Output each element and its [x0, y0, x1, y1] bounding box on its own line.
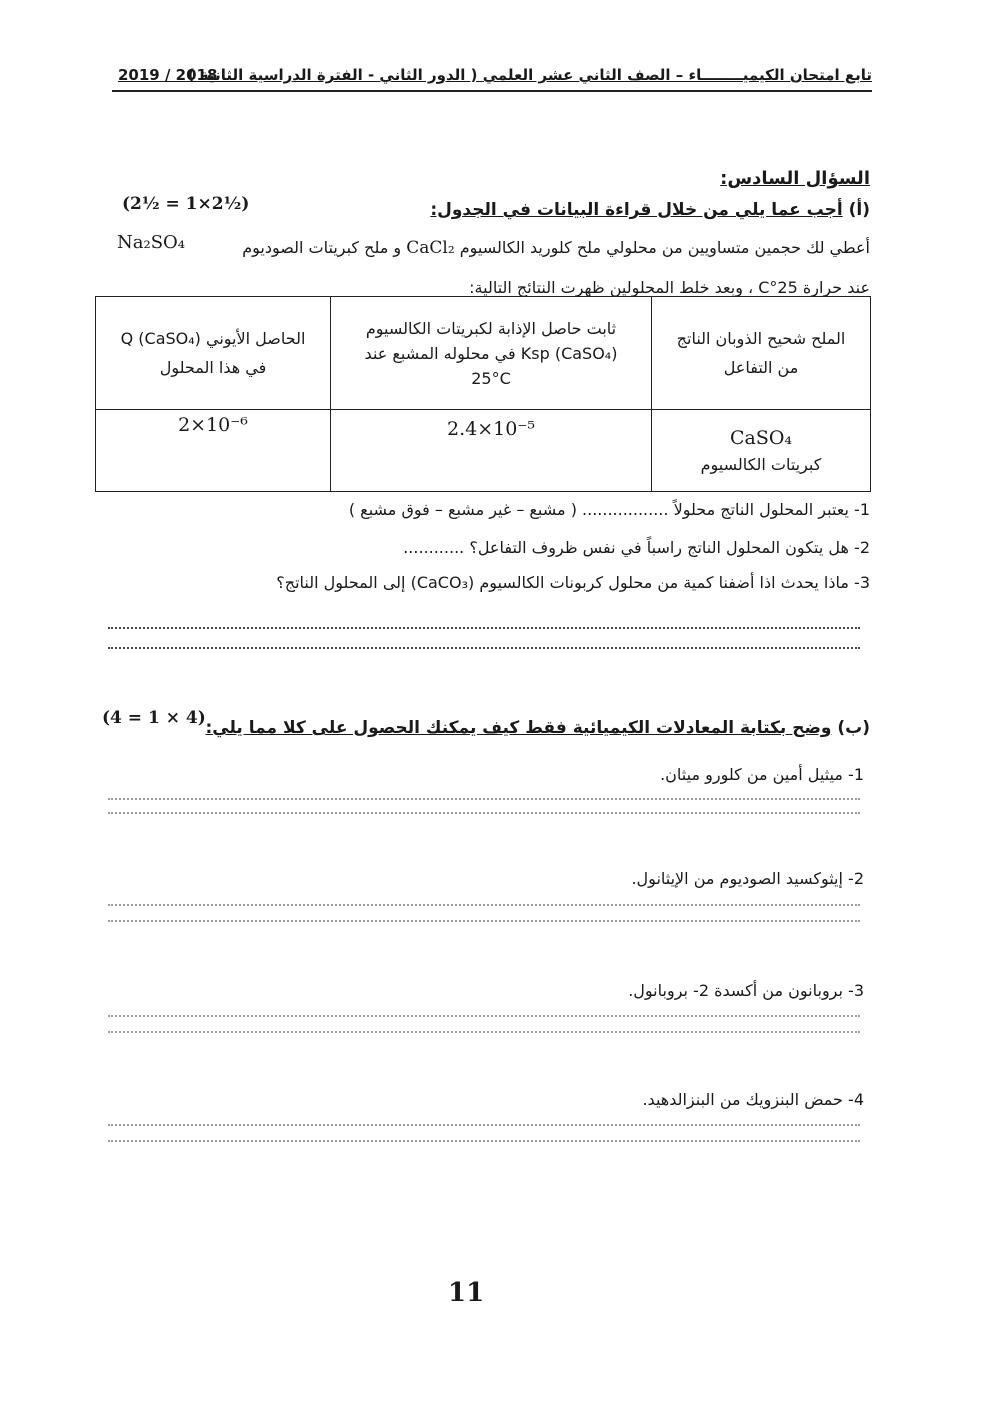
- question-title: السؤال السادس:: [720, 168, 870, 189]
- answer-line[interactable]: [108, 1015, 860, 1017]
- part-b-text: وضح بكتابة المعادلات الكيميائية فقط كيف يمكنك الحصول على كلا مما يلي:: [205, 718, 832, 738]
- header-cell-q: [96, 297, 331, 410]
- header-salt-line2: من التفاعل: [723, 358, 799, 377]
- cell-q: [96, 410, 331, 492]
- answer-line[interactable]: [108, 812, 860, 814]
- cell-salt-name: كبريتات الكالسيوم: [700, 455, 822, 474]
- cell-salt: [652, 410, 871, 492]
- part-a-text: أجب عما يلي من خلال قراءة البيانات في الجدول:: [430, 200, 843, 220]
- header-q-line2: في هذا المحلول: [159, 358, 267, 377]
- answer-line[interactable]: [108, 798, 860, 800]
- part-b-instruction: [206, 718, 871, 738]
- header-ksp-line3: 25°C: [471, 368, 511, 388]
- cell-q-value: 2×10⁻⁶: [178, 414, 248, 436]
- part-b-item-3: 3- بروبانون من أكسدة 2- بروبانول.: [628, 981, 864, 1000]
- header-q-line1: الحاصل الأيوني (CaSO₄) Q: [120, 329, 306, 348]
- part-a-intro-line2: عند حرارة 25°C ، وبعد خلط المحلولين ظهرت النتائج التالية:: [469, 278, 870, 297]
- answer-line[interactable]: [108, 920, 860, 922]
- answer-line[interactable]: [108, 904, 860, 906]
- header-salt-line1: الملح شحيح الذوبان الناتج: [676, 329, 846, 348]
- answer-line[interactable]: [108, 647, 860, 649]
- part-b-item-1: 1- ميثيل أمين من كلورو ميثان.: [660, 765, 864, 784]
- part-a-intro-line1: [120, 238, 870, 258]
- table-header-row: [96, 297, 871, 410]
- answer-line[interactable]: [108, 1124, 860, 1126]
- page-number: 11: [448, 1278, 485, 1308]
- formula-cacl2: CaCl₂: [406, 238, 455, 258]
- intro-text-2: و ملح كبريتات الصوديوم: [242, 238, 402, 257]
- cell-ksp: [331, 410, 652, 492]
- exam-title: تابع امتحان الكيميــــــــاء – الصف الثاني عشر العلمي ( الدور الثاني - الفترة الدراسية الثانية ): [187, 66, 872, 84]
- part-b-label: (ب): [837, 718, 870, 738]
- answer-line[interactable]: [108, 1031, 860, 1033]
- exam-year: 2019 / 2018: [118, 66, 218, 84]
- part-b-item-2: 2- إيثوكسيد الصوديوم من الإيثانول.: [631, 869, 864, 888]
- intro-text-1: أعطي لك حجمين متساويين من محلولي ملح كلوريد الكالسيوم: [459, 238, 870, 257]
- header-cell-ksp: [331, 297, 652, 410]
- part-a-marks: (2½ = 1×2½): [122, 194, 250, 214]
- results-table: [95, 296, 871, 492]
- header-ksp-line1: ثابت حاصل الإذابة لكبريتات الكالسيوم: [365, 318, 617, 338]
- part-b-item-4: 4- حمض البنزويك من البنزالدهيد.: [642, 1090, 864, 1109]
- part-a-question-2: 2- هل يتكون المحلول الناتج راسباً في نفس ظروف التفاعل؟ ............: [403, 538, 870, 557]
- part-b-marks: (4 = 1 × 4): [102, 708, 206, 728]
- cell-salt-formula: CaSO₄: [729, 427, 793, 449]
- answer-line[interactable]: [108, 1140, 860, 1142]
- page-header: [112, 62, 872, 92]
- part-a-instruction: [430, 200, 870, 220]
- cell-ksp-value: 2.4×10⁻⁵: [447, 418, 535, 440]
- part-a-question-3: 3- ماذا يحدث اذا أضفنا كمية من محلول كربونات الكالسيوم (CaCO₃) إلى المحلول الناتج؟: [276, 573, 870, 592]
- part-a-label: (أ): [848, 200, 870, 220]
- header-cell-salt: [652, 297, 871, 410]
- answer-line[interactable]: [108, 627, 860, 629]
- header-ksp-line2: Ksp (CaSO₄) في محلوله المشبع عند: [364, 343, 618, 363]
- part-a-question-1: 1- يعتبر المحلول الناتج محلولاً ................. ( مشبع – غير مشبع – فوق مشبع ): [348, 500, 870, 519]
- formula-na2so4: Na₂SO₄: [117, 232, 186, 253]
- table-row: [96, 410, 871, 492]
